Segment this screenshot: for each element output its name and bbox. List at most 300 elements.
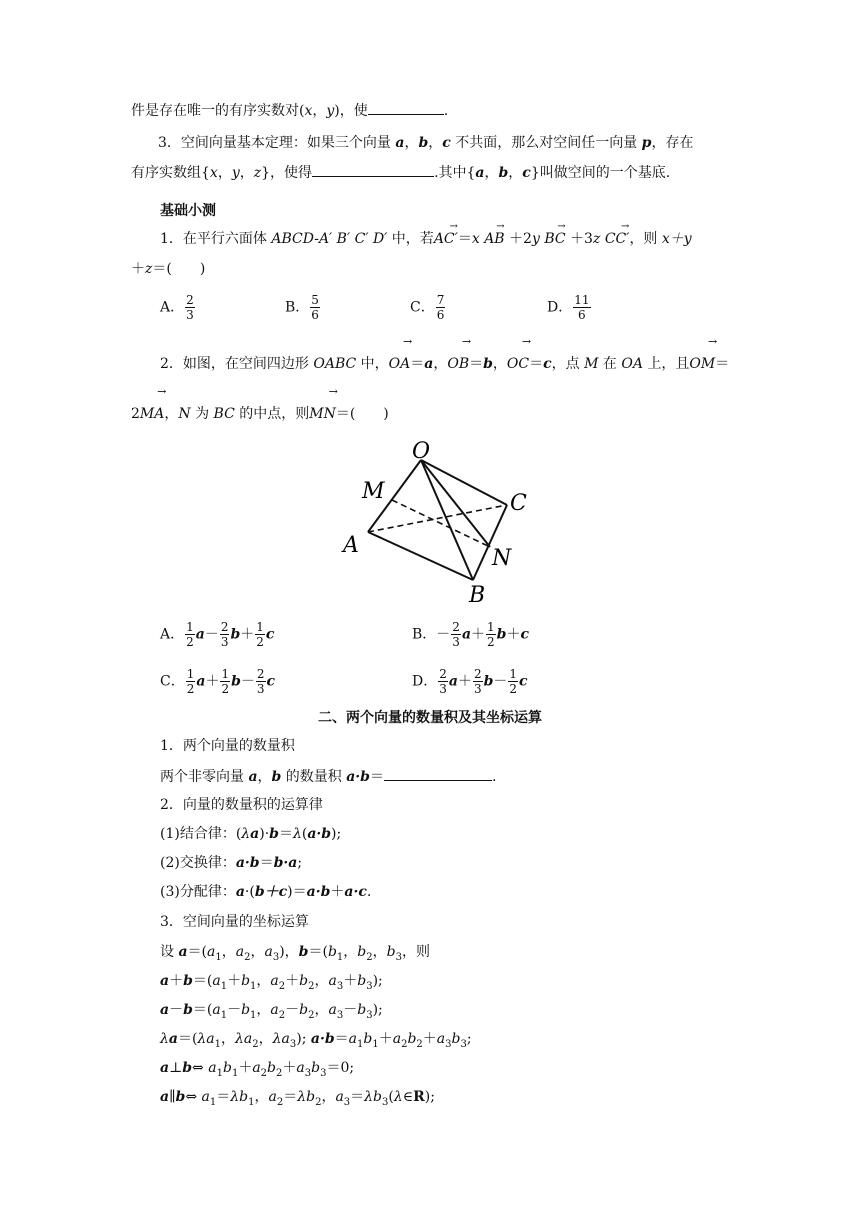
vector-b: b — [182, 1060, 193, 1076]
formula-scalar-dot — [160, 1029, 472, 1055]
vector-b: b — [483, 356, 493, 372]
vector-sum: b＋c — [254, 884, 288, 900]
vector-a: a — [448, 673, 458, 690]
comp-b: b — [386, 944, 396, 960]
text: ， — [239, 165, 254, 181]
dot-product: a·b — [306, 884, 331, 900]
dot-product: b·a — [273, 855, 298, 871]
numerator: 2 — [439, 667, 447, 681]
formula-parallel — [160, 1087, 435, 1113]
text: (1)结合律：( — [160, 826, 242, 842]
text: ); — [372, 1002, 383, 1018]
denominator: 3 — [452, 635, 460, 649]
parallel-symbol: ∥ — [169, 1089, 176, 1105]
vector-a: a — [248, 769, 258, 785]
law-distributive — [160, 882, 371, 902]
operator: － — [204, 626, 219, 643]
vector-a: a — [178, 944, 188, 960]
numerator: 2 — [473, 667, 482, 681]
text: ， — [428, 135, 443, 151]
comp-b: b — [241, 1002, 251, 1018]
vector-b: b — [298, 944, 309, 960]
subscript: 1 — [216, 1067, 223, 1079]
text: ＋ — [330, 884, 345, 900]
lambda: λ — [230, 1089, 240, 1105]
text-line — [131, 100, 448, 121]
numerator: 1 — [186, 620, 194, 634]
question-2 — [160, 354, 729, 374]
segment-OA: OA — [621, 356, 643, 372]
operator: － — [436, 626, 451, 643]
vector-b: b — [269, 826, 279, 842]
comp-a: a — [252, 1060, 261, 1076]
text: ＝ — [457, 231, 472, 247]
text: ， — [314, 973, 329, 989]
vector-b: b — [183, 1002, 193, 1018]
vector-c: c — [266, 673, 276, 690]
numerator: 2 — [220, 620, 229, 634]
subscript: 1 — [250, 980, 257, 992]
text: ＝( ) — [335, 406, 389, 422]
subscript: 3 — [395, 951, 402, 963]
text: ， — [258, 1031, 273, 1047]
option-d[interactable] — [412, 667, 528, 696]
denominator: 6 — [578, 308, 586, 322]
text: 3．空间向量基本定理：如果三个向量 — [158, 135, 396, 151]
subscript: 2 — [278, 980, 286, 992]
numerator: 1 — [487, 620, 495, 634]
vector-a: a — [196, 673, 206, 690]
fraction — [486, 620, 496, 649]
vector-a: a — [160, 1002, 170, 1018]
text: . — [366, 884, 372, 900]
label-C: C — [510, 491, 527, 516]
var-x: x — [304, 103, 313, 119]
tetrahedron-figure — [330, 430, 550, 610]
text: ， — [256, 973, 271, 989]
iff-symbol: ⇔ — [192, 1060, 204, 1076]
dot-product: a·b — [307, 826, 332, 842]
denominator: 2 — [487, 635, 495, 649]
answer-blank[interactable] — [312, 162, 434, 177]
text: ( — [388, 1089, 394, 1105]
text: ＝( — [192, 973, 213, 989]
subscript: 2 — [401, 1038, 408, 1050]
vector-b: b — [230, 626, 241, 643]
numerator: 2 — [186, 293, 194, 307]
subscript: 3 — [272, 951, 280, 963]
subscript: 3 — [304, 1067, 312, 1079]
option-d[interactable] — [547, 293, 592, 322]
text: }，使得 — [261, 165, 313, 181]
text: ; — [297, 855, 303, 871]
vector-b: b — [231, 673, 241, 690]
text: ， — [257, 769, 272, 785]
law-associative — [160, 824, 341, 844]
option-label: B． — [412, 626, 437, 643]
subscript: 3 — [343, 1096, 351, 1108]
iff-symbol: ⇔ — [185, 1089, 198, 1105]
var-y: y — [326, 103, 335, 119]
subscript: 3 — [366, 1009, 373, 1021]
vector-MN: → MN — [309, 404, 336, 424]
var-z: z — [592, 231, 601, 247]
comp-a: a — [270, 973, 279, 989]
text: .其中{ — [434, 165, 476, 181]
comp-b: b — [451, 1031, 461, 1047]
var-y: y — [531, 231, 540, 247]
point-N: N — [178, 406, 191, 422]
label-N: N — [492, 546, 512, 571]
operator: － — [169, 1002, 184, 1018]
comp-b: b — [306, 1089, 316, 1105]
text: (2)交换律： — [160, 855, 236, 871]
fraction — [186, 667, 196, 696]
vector-b: b — [483, 673, 494, 690]
option-label: C． — [160, 673, 185, 690]
numerator: 5 — [311, 293, 319, 307]
vector-b: b — [183, 973, 193, 989]
operator: － — [227, 1002, 242, 1018]
text: 1．在平行六面体 — [160, 231, 272, 247]
numerator: 1 — [221, 667, 230, 681]
vector-MA: → MA — [140, 404, 164, 424]
text: . — [443, 103, 449, 119]
subscript: 3 — [336, 1009, 344, 1021]
text: ; — [466, 1031, 472, 1047]
text: ＝0; — [326, 1060, 355, 1076]
quad-name: OABC — [313, 356, 357, 372]
question-1 — [160, 229, 692, 249]
fraction — [185, 620, 195, 649]
comp-b: b — [357, 944, 367, 960]
dot-product: a·c — [344, 884, 367, 900]
vector-BC: → BC — [544, 229, 565, 249]
vector-a: a — [424, 356, 434, 372]
coord-def — [160, 942, 430, 968]
vector-OC: → OC — [507, 354, 529, 374]
comp-b: b — [357, 1002, 367, 1018]
fraction — [310, 293, 320, 322]
denominator: 3 — [186, 308, 194, 322]
comp-b: b — [373, 1089, 383, 1105]
subscript: 3 — [320, 1067, 327, 1079]
vector-AC: → AC′ — [434, 229, 458, 249]
text: ＝ — [334, 1031, 349, 1047]
subscript: 1 — [209, 1096, 217, 1108]
lambda: λ — [235, 1031, 244, 1047]
text: ); — [424, 1089, 435, 1105]
comp-a: a — [235, 944, 245, 960]
comp-b: b — [311, 1060, 321, 1076]
vector-a: a — [475, 165, 485, 181]
lambda: λ — [364, 1089, 374, 1105]
var-x: x — [471, 231, 480, 247]
option-b[interactable] — [412, 620, 529, 649]
reals-symbol: R — [413, 1089, 425, 1105]
comp-a: a — [436, 1031, 446, 1047]
vector-c: c — [522, 165, 531, 181]
numerator: 1 — [186, 667, 195, 681]
text: ， — [314, 1002, 329, 1018]
text: ＝( — [177, 1031, 198, 1047]
segment-BC: BC — [213, 406, 235, 422]
fraction — [256, 667, 266, 696]
edge-OC — [421, 460, 507, 505]
text: ＝( — [308, 944, 328, 960]
text: ＝ — [529, 356, 544, 372]
subscript: 2 — [315, 1096, 322, 1108]
operator: ＋ — [471, 626, 486, 643]
text: ); — [372, 973, 383, 989]
text: )· — [259, 826, 270, 842]
in-symbol: ∈ — [402, 1089, 414, 1105]
subscript: 2 — [244, 951, 251, 963]
operator: ＋ — [457, 673, 472, 690]
operator: ＋ — [506, 626, 521, 643]
text: ＝ — [283, 1089, 298, 1105]
option-label: A． — [160, 299, 185, 316]
subscript: 3 — [289, 1038, 297, 1050]
vector-a: a — [160, 973, 170, 989]
text: 的中点，则 — [234, 406, 310, 422]
text: )， — [279, 944, 299, 960]
text: ＋3 — [570, 231, 593, 247]
text: ， — [217, 165, 232, 181]
lambda: λ — [393, 1089, 403, 1105]
answer-blank[interactable] — [384, 766, 492, 781]
denominator: 2 — [256, 635, 264, 649]
vector-c: c — [442, 135, 451, 151]
text: ， — [484, 165, 499, 181]
text: )＝ — [287, 884, 307, 900]
vector-a: a — [160, 1060, 170, 1076]
subscript: 2 — [276, 1067, 283, 1079]
text: ( — [301, 826, 308, 842]
comp-a: a — [392, 1031, 402, 1047]
text: 中，若 — [387, 231, 434, 247]
text: ， — [321, 1089, 336, 1105]
denominator: 3 — [256, 682, 265, 696]
denominator: 3 — [473, 682, 482, 696]
vector-c: c — [520, 626, 529, 643]
comp-b: b — [222, 1060, 232, 1076]
comp-b: b — [407, 1031, 417, 1047]
text: ， — [372, 944, 387, 960]
text: ＝ — [216, 1089, 231, 1105]
operator: ＋ — [422, 1031, 437, 1047]
option-label: D． — [547, 299, 573, 316]
operator: ＋ — [240, 626, 255, 643]
solid-name: ABCD-A′ B′ C′ D′ — [271, 231, 388, 247]
subscript: 1 — [250, 1009, 257, 1021]
text: 上，且 — [642, 356, 690, 372]
subheading-1: 1．两个向量的数量积 — [160, 738, 295, 754]
vector-c: c — [519, 673, 528, 690]
operator: ＋ — [285, 973, 300, 989]
comp-a: a — [335, 1089, 344, 1105]
subscript: 3 — [336, 980, 344, 992]
question-2-cont — [131, 404, 389, 424]
subscript: 1 — [248, 1096, 255, 1108]
comp-a: a — [212, 1002, 221, 1018]
text-line — [160, 766, 496, 787]
operator: ＋ — [238, 1060, 253, 1076]
comp-a: a — [348, 1031, 357, 1047]
comp-a: a — [243, 1031, 253, 1047]
comp-b: b — [299, 973, 309, 989]
text: ＝ — [350, 1089, 365, 1105]
subheading-3: 3．空间向量的坐标运算 — [160, 914, 309, 930]
text: (3)分配律： — [160, 884, 236, 900]
vector-AB: → AB — [484, 229, 504, 249]
operator: ＋ — [205, 673, 220, 690]
subscript: 3 — [382, 1096, 389, 1108]
option-label: C． — [410, 299, 435, 316]
text: ，则 — [401, 944, 430, 960]
option-c[interactable] — [160, 667, 275, 696]
vector-a: a — [395, 135, 405, 151]
text: ， — [250, 944, 265, 960]
var-y: y — [231, 165, 240, 181]
text: ＝( ) — [152, 261, 206, 277]
subscript: 2 — [416, 1038, 423, 1050]
vector-b: b — [271, 769, 282, 785]
vector-OM: → OM — [689, 354, 715, 374]
lambda: λ — [272, 1031, 282, 1047]
operator: ＋ — [169, 973, 184, 989]
operator: － — [343, 1002, 358, 1018]
numerator: 2 — [452, 620, 460, 634]
comp-a: a — [206, 1031, 215, 1047]
text: 不共面，那么对空间任一向量 — [450, 135, 642, 151]
vector-a: a — [250, 826, 260, 842]
edge-AC-hidden — [368, 505, 507, 532]
question-1-cont — [131, 259, 205, 279]
operator: － — [493, 673, 508, 690]
edge-ON — [421, 460, 490, 547]
formula-sum — [160, 971, 383, 997]
option-a[interactable] — [160, 620, 274, 649]
comp-a: a — [281, 1031, 290, 1047]
denominator: 3 — [220, 635, 229, 649]
subscript: 2 — [252, 1038, 259, 1050]
comp-a: a — [264, 944, 273, 960]
denominator: 2 — [186, 682, 195, 696]
point-M: M — [584, 356, 599, 372]
label-M: M — [362, 479, 385, 504]
vector-b: b — [498, 165, 509, 181]
text: ， — [492, 356, 507, 372]
lambda: λ — [297, 1089, 307, 1105]
subscript: 2 — [308, 980, 315, 992]
text: ， — [312, 103, 327, 119]
numerator: 11 — [574, 293, 590, 307]
vector-c: c — [543, 356, 552, 372]
numerator: 7 — [436, 293, 445, 307]
text: ＝ — [469, 356, 484, 372]
subscript: 1 — [231, 1067, 239, 1079]
text: ); — [296, 1031, 307, 1047]
expr-x-plus-y: x＋y — [661, 231, 692, 247]
law-commutative — [160, 853, 302, 873]
text: ＝( — [187, 944, 207, 960]
text: ， — [256, 1002, 271, 1018]
comp-a: a — [208, 1060, 217, 1076]
fraction — [436, 293, 446, 322]
lambda: λ — [160, 1031, 169, 1047]
text: )，使 — [334, 103, 368, 119]
lambda: λ — [241, 826, 251, 842]
edge-AB — [368, 532, 473, 580]
comp-b: b — [327, 944, 337, 960]
perp-symbol: ⊥ — [169, 1060, 183, 1076]
answer-blank[interactable] — [368, 100, 444, 115]
text: ， — [508, 165, 523, 181]
operator: － — [240, 673, 255, 690]
comp-a: a — [268, 1089, 277, 1105]
comp-a: a — [270, 1002, 279, 1018]
subheading-2: 2．向量的数量积的运算律 — [160, 797, 323, 813]
comp-a: a — [328, 973, 337, 989]
subscript: 2 — [366, 951, 373, 963]
subscript: 1 — [220, 980, 228, 992]
text: 2．如图，在空间四边形 — [160, 356, 314, 372]
text: }叫做空间的一个基底. — [530, 165, 671, 181]
vector-p: p — [641, 135, 652, 151]
text: ， — [221, 944, 236, 960]
numerator: 2 — [256, 667, 265, 681]
text: ); — [331, 826, 342, 842]
text: ＋2 — [509, 231, 532, 247]
subscript: 1 — [372, 1038, 379, 1050]
text: ， — [164, 406, 179, 422]
option-a[interactable] — [160, 293, 196, 322]
option-label: B． — [285, 299, 310, 316]
text: ·( — [244, 884, 255, 900]
fraction — [255, 620, 265, 649]
vector-OB: → OB — [447, 354, 469, 374]
vector-c: c — [265, 626, 275, 643]
comp-b: b — [363, 1031, 373, 1047]
text: ＝ — [259, 855, 274, 871]
dot-product: a·b — [310, 1031, 335, 1047]
option-label: A． — [160, 626, 185, 643]
comp-b: b — [299, 1002, 309, 1018]
option-b[interactable] — [285, 293, 321, 322]
subscript: 2 — [276, 1096, 284, 1108]
text: 设 — [160, 944, 179, 960]
formula-perpendicular — [160, 1058, 354, 1084]
comp-b: b — [267, 1060, 277, 1076]
vector-b: b — [496, 626, 507, 643]
option-c[interactable] — [410, 293, 446, 322]
denominator: 2 — [186, 635, 194, 649]
var-x: x — [209, 165, 218, 181]
vector-a: a — [235, 884, 245, 900]
lambda: λ — [197, 1031, 207, 1047]
subscript: 1 — [336, 951, 344, 963]
comp-b: b — [241, 973, 251, 989]
subscript: 1 — [356, 1038, 364, 1050]
comp-a: a — [212, 973, 221, 989]
subscript: 2 — [278, 1009, 286, 1021]
text: ＋ — [131, 261, 145, 277]
vector-a: a — [461, 626, 472, 643]
text: 中， — [356, 356, 389, 372]
text: ， — [254, 1089, 269, 1105]
fraction — [185, 293, 195, 322]
